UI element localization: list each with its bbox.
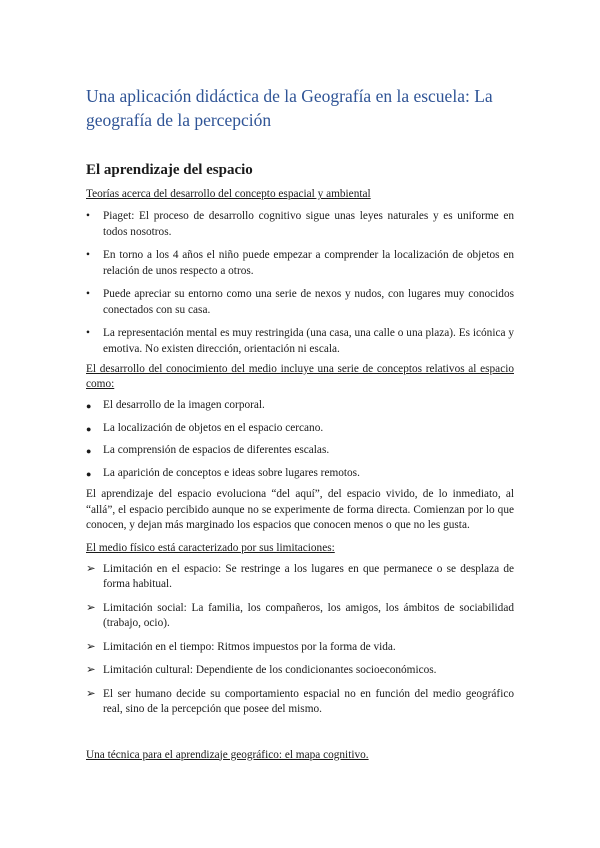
list-item: ● La comprensión de espacios de diferentes escalas. [86, 443, 514, 459]
bullet-icon: • [86, 288, 90, 300]
limitations-list [86, 562, 514, 718]
list-item: ➢ Limitación en el espacio: Se restringe a los lugares en que permanece o se desplaza de forma habitual. [86, 562, 514, 590]
subheading-cognitive-map: Una técnica para el aprendizaje geográfico: el mapa cognitivo. [86, 748, 369, 761]
arrow-bullet-icon: ➢ [86, 640, 96, 653]
arrow-bullet-icon: ➢ [86, 601, 96, 614]
list-item: ➢ Limitación social: La familia, los compañeros, los amigos, los ámbitos de sociabilidad (trabajo, ocio). [86, 601, 514, 629]
filled-circle-icon: ● [86, 446, 92, 456]
list-item: • Piaget: El proceso de desarrollo cognitivo sigue unas leyes naturales y es uniforme en todos nosotros. [86, 210, 514, 238]
concepts-list [86, 398, 514, 481]
list-item: • Puede apreciar su entorno como una serie de nexos y nudos, con lugares muy conocidos conectados con su casa. [86, 288, 514, 316]
paragraph-evolution: El aprendizaje del espacio evoluciona “del aquí”, del espacio vivido, de lo inmediato, al “allá”, el espacio percibido aunque no se experimente de forma directa. Comienzan por lo que conocen, y dejan más marginado los espacios que conocen menos o que no les gusta. [86, 488, 514, 531]
list-item: ● La aparición de conceptos e ideas sobre lugares remotos. [86, 466, 514, 482]
filled-circle-icon: ● [86, 468, 92, 479]
list-item: • La representación mental es muy restringida (una casa, una calle o una plaza). Es icónica y emotiva. No existen dirección, orientación ni escala. [86, 327, 514, 355]
list-item: ● El desarrollo de la imagen corporal. [86, 398, 514, 414]
list-item: ➢ Limitación en el tiempo: Ritmos impuestos por la forma de vida. [86, 640, 514, 656]
bullet-icon: • [86, 210, 90, 222]
list-item: ● La localización de objetos en el espacio cercano. [86, 421, 514, 437]
subheading-limitations: El medio físico está caracterizado por sus limitaciones: [86, 541, 335, 554]
subheading-concepts: El desarrollo del conocimiento del medio incluye una serie de conceptos relativos al espacio como: [86, 363, 514, 390]
arrow-bullet-icon: ➢ [86, 562, 96, 575]
bullet-icon: • [86, 327, 90, 339]
list-item: ➢ Limitación cultural: Dependiente de los condicionantes socioeconómicos. [86, 663, 514, 679]
filled-circle-icon: ● [86, 401, 92, 411]
arrow-bullet-icon: ➢ [86, 687, 96, 700]
filled-circle-icon: ● [86, 423, 92, 434]
list-item: ➢ El ser humano decide su comportamiento espacial no en función del medio geográfico real, sino de la percepción que posee del mismo. [86, 687, 514, 715]
theories-list [86, 209, 514, 357]
section-heading: El aprendizaje del espacio [86, 162, 253, 178]
bullet-icon: • [86, 249, 90, 261]
list-item: • En torno a los 4 años el niño puede empezar a comprender la localización de objetos en relación de unos respecto a otros. [86, 249, 514, 277]
document-title: Una aplicación didáctica de la Geografía en la escuela: La geografía de la percepción [86, 86, 493, 130]
subheading-theories: Teorías acerca del desarrollo del concepto espacial y ambiental [86, 188, 371, 200]
arrow-bullet-icon: ➢ [86, 664, 96, 676]
document-content [86, 84, 514, 763]
